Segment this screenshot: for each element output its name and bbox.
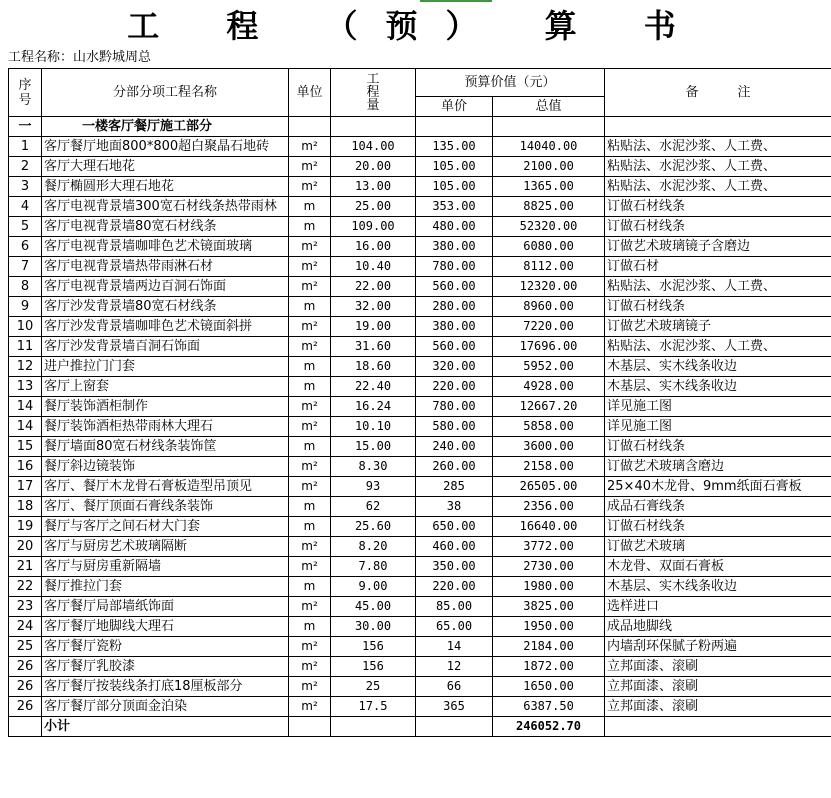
- row-seq: 22: [9, 577, 42, 597]
- row-seq: 11: [9, 337, 42, 357]
- row-unit-price: 480.00: [416, 217, 493, 237]
- header-remark: 备 注: [605, 69, 831, 117]
- row-seq: 14: [9, 417, 42, 437]
- row-unit: m²: [289, 177, 331, 197]
- row-unit: m²: [289, 637, 331, 657]
- document-title: 工 程 （预） 算 书: [127, 7, 704, 45]
- row-name: 客厅与厨房重新隔墙: [42, 557, 289, 577]
- row-total: 2730.00: [493, 557, 605, 577]
- row-seq: 9: [9, 297, 42, 317]
- row-total: 7220.00: [493, 317, 605, 337]
- row-total: 1365.00: [493, 177, 605, 197]
- table-row: [9, 477, 831, 497]
- row-qty: 20.00: [331, 157, 416, 177]
- section-name: 一楼客厅餐厅施工部分: [42, 117, 289, 137]
- row-total: 16640.00: [493, 517, 605, 537]
- row-total: 1650.00: [493, 677, 605, 697]
- row-remark: 订做艺术玻璃镜子含磨边: [605, 237, 831, 257]
- header-total: 总值: [493, 97, 605, 117]
- row-seq: 16: [9, 457, 42, 477]
- row-seq: 15: [9, 437, 42, 457]
- table-row: [9, 437, 831, 457]
- row-unit-price: 135.00: [416, 137, 493, 157]
- row-seq: 4: [9, 197, 42, 217]
- row-remark: 选样进口: [605, 597, 831, 617]
- row-remark: 粘贴法、水泥沙浆、人工费、: [605, 137, 831, 157]
- row-name: 客厅餐厅乳胶漆: [42, 657, 289, 677]
- row-remark: 详见施工图: [605, 417, 831, 437]
- subtotal-label: 小计: [42, 717, 289, 737]
- row-seq: 10: [9, 317, 42, 337]
- row-seq: 18: [9, 497, 42, 517]
- row-total: 6387.50: [493, 697, 605, 717]
- row-remark: 订做石材线条: [605, 517, 831, 537]
- row-qty: 16.24: [331, 397, 416, 417]
- row-unit: m²: [289, 477, 331, 497]
- row-name: 客厅上窗套: [42, 377, 289, 397]
- row-unit-price: 105.00: [416, 177, 493, 197]
- table-row: [9, 577, 831, 597]
- row-remark: 详见施工图: [605, 397, 831, 417]
- row-seq: 20: [9, 537, 42, 557]
- row-seq: 8: [9, 277, 42, 297]
- row-total: 17696.00: [493, 337, 605, 357]
- row-seq: 7: [9, 257, 42, 277]
- row-total: 3600.00: [493, 437, 605, 457]
- row-seq: 26: [9, 697, 42, 717]
- header-qty: 工程量: [331, 69, 416, 117]
- row-name: 客厅电视背景墙两边百洞石饰面: [42, 277, 289, 297]
- row-name: 客厅电视背景墙80宽石材线条: [42, 217, 289, 237]
- row-unit-price: 65.00: [416, 617, 493, 637]
- row-unit: m²: [289, 657, 331, 677]
- row-unit: m: [289, 517, 331, 537]
- row-total: 26505.00: [493, 477, 605, 497]
- row-qty: 22.40: [331, 377, 416, 397]
- row-name: 客厅、餐厅顶面石膏线条装饰: [42, 497, 289, 517]
- row-remark: 粘贴法、水泥沙浆、人工费、: [605, 277, 831, 297]
- row-unit-price: 380.00: [416, 237, 493, 257]
- row-unit: m²: [289, 277, 331, 297]
- row-seq: 13: [9, 377, 42, 397]
- row-unit-price: 353.00: [416, 197, 493, 217]
- table-row: [9, 617, 831, 637]
- table-row: [9, 697, 831, 717]
- table-row: [9, 517, 831, 537]
- row-unit-price: 560.00: [416, 337, 493, 357]
- row-remark: 订做石材线条: [605, 197, 831, 217]
- row-name: 餐厅斜边镜装饰: [42, 457, 289, 477]
- row-unit-price: 105.00: [416, 157, 493, 177]
- row-qty: 93: [331, 477, 416, 497]
- table-row: [9, 557, 831, 577]
- row-qty: 31.60: [331, 337, 416, 357]
- row-name: 餐厅装饰酒柜热带雨林大理石: [42, 417, 289, 437]
- row-seq: 12: [9, 357, 42, 377]
- table-row: [9, 497, 831, 517]
- row-seq: 3: [9, 177, 42, 197]
- row-remark: 木基层、实木线条收边: [605, 357, 831, 377]
- row-total: 6080.00: [493, 237, 605, 257]
- row-remark: 订做石材线条: [605, 217, 831, 237]
- row-qty: 25.00: [331, 197, 416, 217]
- row-unit-price: 650.00: [416, 517, 493, 537]
- row-name: 客厅与厨房艺术玻璃隔断: [42, 537, 289, 557]
- row-remark: 订做艺术玻璃: [605, 537, 831, 557]
- row-seq: 25: [9, 637, 42, 657]
- row-unit: m²: [289, 417, 331, 437]
- table-row: [9, 257, 831, 277]
- row-qty: 17.5: [331, 697, 416, 717]
- row-qty: 19.00: [331, 317, 416, 337]
- row-remark: 立邦面漆、滚刷: [605, 677, 831, 697]
- row-seq: 26: [9, 677, 42, 697]
- section-row: [9, 117, 831, 137]
- selection-accent: [420, 0, 492, 2]
- row-qty: 16.00: [331, 237, 416, 257]
- row-total: 2100.00: [493, 157, 605, 177]
- row-seq: 17: [9, 477, 42, 497]
- row-name: 餐厅装饰酒柜制作: [42, 397, 289, 417]
- row-remark: 订做艺术玻璃含磨边: [605, 457, 831, 477]
- row-total: 8112.00: [493, 257, 605, 277]
- table-row: [9, 317, 831, 337]
- row-unit-price: 580.00: [416, 417, 493, 437]
- row-qty: 7.80: [331, 557, 416, 577]
- table-row: [9, 237, 831, 257]
- row-qty: 104.00: [331, 137, 416, 157]
- row-remark: 立邦面漆、滚刷: [605, 657, 831, 677]
- row-qty: 8.20: [331, 537, 416, 557]
- row-unit: m²: [289, 557, 331, 577]
- row-unit: m²: [289, 597, 331, 617]
- row-unit: m²: [289, 137, 331, 157]
- row-seq: 21: [9, 557, 42, 577]
- row-unit: m²: [289, 317, 331, 337]
- row-unit-price: 560.00: [416, 277, 493, 297]
- subtotal-row: [9, 717, 831, 737]
- row-remark: 粘贴法、水泥沙浆、人工费、: [605, 157, 831, 177]
- header-seq: 序号: [9, 69, 42, 117]
- row-remark: 订做石材线条: [605, 437, 831, 457]
- row-unit-price: 285: [416, 477, 493, 497]
- table-row: [9, 457, 831, 477]
- row-unit-price: 780.00: [416, 397, 493, 417]
- row-remark: 木基层、实木线条收边: [605, 577, 831, 597]
- project-name: 工程名称：山水黔城周总: [8, 50, 152, 65]
- row-name: 客厅电视背景墙热带雨淋石材: [42, 257, 289, 277]
- row-name: 客厅、餐厅木龙骨石膏板造型吊顶见: [42, 477, 289, 497]
- subtotal-value: 246052.70: [493, 717, 605, 737]
- table-row: [9, 177, 831, 197]
- row-unit: m: [289, 617, 331, 637]
- table-row: [9, 137, 831, 157]
- row-total: 3772.00: [493, 537, 605, 557]
- table-row: [9, 337, 831, 357]
- row-qty: 9.00: [331, 577, 416, 597]
- row-total: 2158.00: [493, 457, 605, 477]
- row-unit: m: [289, 217, 331, 237]
- row-name: 客厅电视背景墙咖啡色艺术镜面玻璃: [42, 237, 289, 257]
- row-total: 1872.00: [493, 657, 605, 677]
- row-name: 客厅餐厅瓷粉: [42, 637, 289, 657]
- budget-table: [8, 68, 831, 737]
- row-unit: m: [289, 297, 331, 317]
- table-row: [9, 657, 831, 677]
- row-total: 5952.00: [493, 357, 605, 377]
- row-unit-price: 220.00: [416, 577, 493, 597]
- row-total: 8960.00: [493, 297, 605, 317]
- row-seq: 2: [9, 157, 42, 177]
- row-seq: 6: [9, 237, 42, 257]
- row-unit: m: [289, 437, 331, 457]
- row-name: 餐厅墙面80宽石材线条装饰筐: [42, 437, 289, 457]
- row-qty: 8.30: [331, 457, 416, 477]
- row-unit: m²: [289, 337, 331, 357]
- row-unit: m: [289, 577, 331, 597]
- row-unit: m²: [289, 677, 331, 697]
- row-unit-price: 260.00: [416, 457, 493, 477]
- row-name: 客厅电视背景墙300宽石材线条热带雨林: [42, 197, 289, 217]
- table-row: [9, 537, 831, 557]
- row-seq: 19: [9, 517, 42, 537]
- row-total: 4928.00: [493, 377, 605, 397]
- row-unit-price: 280.00: [416, 297, 493, 317]
- row-unit: m²: [289, 397, 331, 417]
- table-row: [9, 357, 831, 377]
- row-qty: 25: [331, 677, 416, 697]
- header-unit: 单位: [289, 69, 331, 117]
- row-qty: 156: [331, 657, 416, 677]
- row-name: 客厅沙发背景墙咖啡色艺术镜面斜拼: [42, 317, 289, 337]
- row-remark: 成品地脚线: [605, 617, 831, 637]
- header-price-group: 预算价值（元）: [416, 69, 605, 97]
- row-name: 客厅餐厅地脚线大理石: [42, 617, 289, 637]
- row-qty: 15.00: [331, 437, 416, 457]
- table-row: [9, 217, 831, 237]
- row-total: 3825.00: [493, 597, 605, 617]
- row-unit: m: [289, 357, 331, 377]
- table-row: [9, 157, 831, 177]
- row-total: 12320.00: [493, 277, 605, 297]
- row-total: 1980.00: [493, 577, 605, 597]
- table-row: [9, 597, 831, 617]
- row-unit: m²: [289, 537, 331, 557]
- table-row: [9, 297, 831, 317]
- row-qty: 18.60: [331, 357, 416, 377]
- row-name: 餐厅推拉门套: [42, 577, 289, 597]
- row-unit: m²: [289, 257, 331, 277]
- row-remark: 订做艺术玻璃镜子: [605, 317, 831, 337]
- row-seq: 5: [9, 217, 42, 237]
- row-total: 8825.00: [493, 197, 605, 217]
- row-qty: 10.40: [331, 257, 416, 277]
- row-name: 客厅餐厅按装线条打底18厘板部分: [42, 677, 289, 697]
- row-unit-price: 14: [416, 637, 493, 657]
- row-remark: 订做石材线条: [605, 297, 831, 317]
- row-unit-price: 380.00: [416, 317, 493, 337]
- row-unit-price: 85.00: [416, 597, 493, 617]
- row-qty: 45.00: [331, 597, 416, 617]
- row-name: 客厅餐厅局部墙纸饰面: [42, 597, 289, 617]
- row-name: 客厅沙发背景墙百洞石饰面: [42, 337, 289, 357]
- row-name: 客厅沙发背景墙80宽石材线条: [42, 297, 289, 317]
- header-name: 分部分项工程名称: [42, 69, 289, 117]
- table-row: [9, 417, 831, 437]
- row-name: 餐厅椭圆形大理石地花: [42, 177, 289, 197]
- row-remark: 粘贴法、水泥沙浆、人工费、: [605, 177, 831, 197]
- row-unit-price: 240.00: [416, 437, 493, 457]
- row-name: 进户推拉门门套: [42, 357, 289, 377]
- row-unit-price: 320.00: [416, 357, 493, 377]
- row-unit-price: 365: [416, 697, 493, 717]
- row-qty: 30.00: [331, 617, 416, 637]
- row-remark: 内墙刮环保腻子粉两遍: [605, 637, 831, 657]
- row-qty: 25.60: [331, 517, 416, 537]
- row-unit: m: [289, 377, 331, 397]
- table-row: [9, 397, 831, 417]
- row-qty: 22.00: [331, 277, 416, 297]
- row-unit-price: 66: [416, 677, 493, 697]
- row-unit: m²: [289, 697, 331, 717]
- row-total: 52320.00: [493, 217, 605, 237]
- row-remark: 25×40木龙骨、9mm纸面石膏板: [605, 477, 831, 497]
- row-unit: m²: [289, 457, 331, 477]
- row-remark: 立邦面漆、滚刷: [605, 697, 831, 717]
- row-total: 2184.00: [493, 637, 605, 657]
- row-qty: 62: [331, 497, 416, 517]
- row-seq: 26: [9, 657, 42, 677]
- table-row: [9, 677, 831, 697]
- row-unit: m: [289, 197, 331, 217]
- row-qty: 32.00: [331, 297, 416, 317]
- row-unit: m²: [289, 157, 331, 177]
- row-qty: 13.00: [331, 177, 416, 197]
- row-name: 客厅大理石地花: [42, 157, 289, 177]
- row-total: 5858.00: [493, 417, 605, 437]
- row-remark: 木龙骨、双面石膏板: [605, 557, 831, 577]
- row-total: 12667.20: [493, 397, 605, 417]
- row-unit: m²: [289, 237, 331, 257]
- row-seq: 14: [9, 397, 42, 417]
- row-remark: 木基层、实木线条收边: [605, 377, 831, 397]
- row-total: 1950.00: [493, 617, 605, 637]
- header-unit-price: 单价: [416, 97, 493, 117]
- table-row: [9, 277, 831, 297]
- table-row: [9, 377, 831, 397]
- row-qty: 156: [331, 637, 416, 657]
- row-unit-price: 460.00: [416, 537, 493, 557]
- row-unit: m: [289, 497, 331, 517]
- row-unit-price: 220.00: [416, 377, 493, 397]
- row-seq: 24: [9, 617, 42, 637]
- row-name: 餐厅与客厅之间石材大门套: [42, 517, 289, 537]
- row-remark: 粘贴法、水泥沙浆、人工费、: [605, 337, 831, 357]
- table-row: [9, 197, 831, 217]
- row-total: 14040.00: [493, 137, 605, 157]
- row-unit-price: 12: [416, 657, 493, 677]
- row-remark: 订做石材: [605, 257, 831, 277]
- row-qty: 10.10: [331, 417, 416, 437]
- row-unit-price: 780.00: [416, 257, 493, 277]
- section-seq: 一: [9, 117, 42, 137]
- row-unit-price: 350.00: [416, 557, 493, 577]
- table-row: [9, 637, 831, 657]
- row-remark: 成品石膏线条: [605, 497, 831, 517]
- row-total: 2356.00: [493, 497, 605, 517]
- row-name: 客厅餐厅部分顶面金泊染: [42, 697, 289, 717]
- row-seq: 23: [9, 597, 42, 617]
- row-unit-price: 38: [416, 497, 493, 517]
- row-qty: 109.00: [331, 217, 416, 237]
- row-name: 客厅餐厅地面800*800超白聚晶石地砖: [42, 137, 289, 157]
- row-seq: 1: [9, 137, 42, 157]
